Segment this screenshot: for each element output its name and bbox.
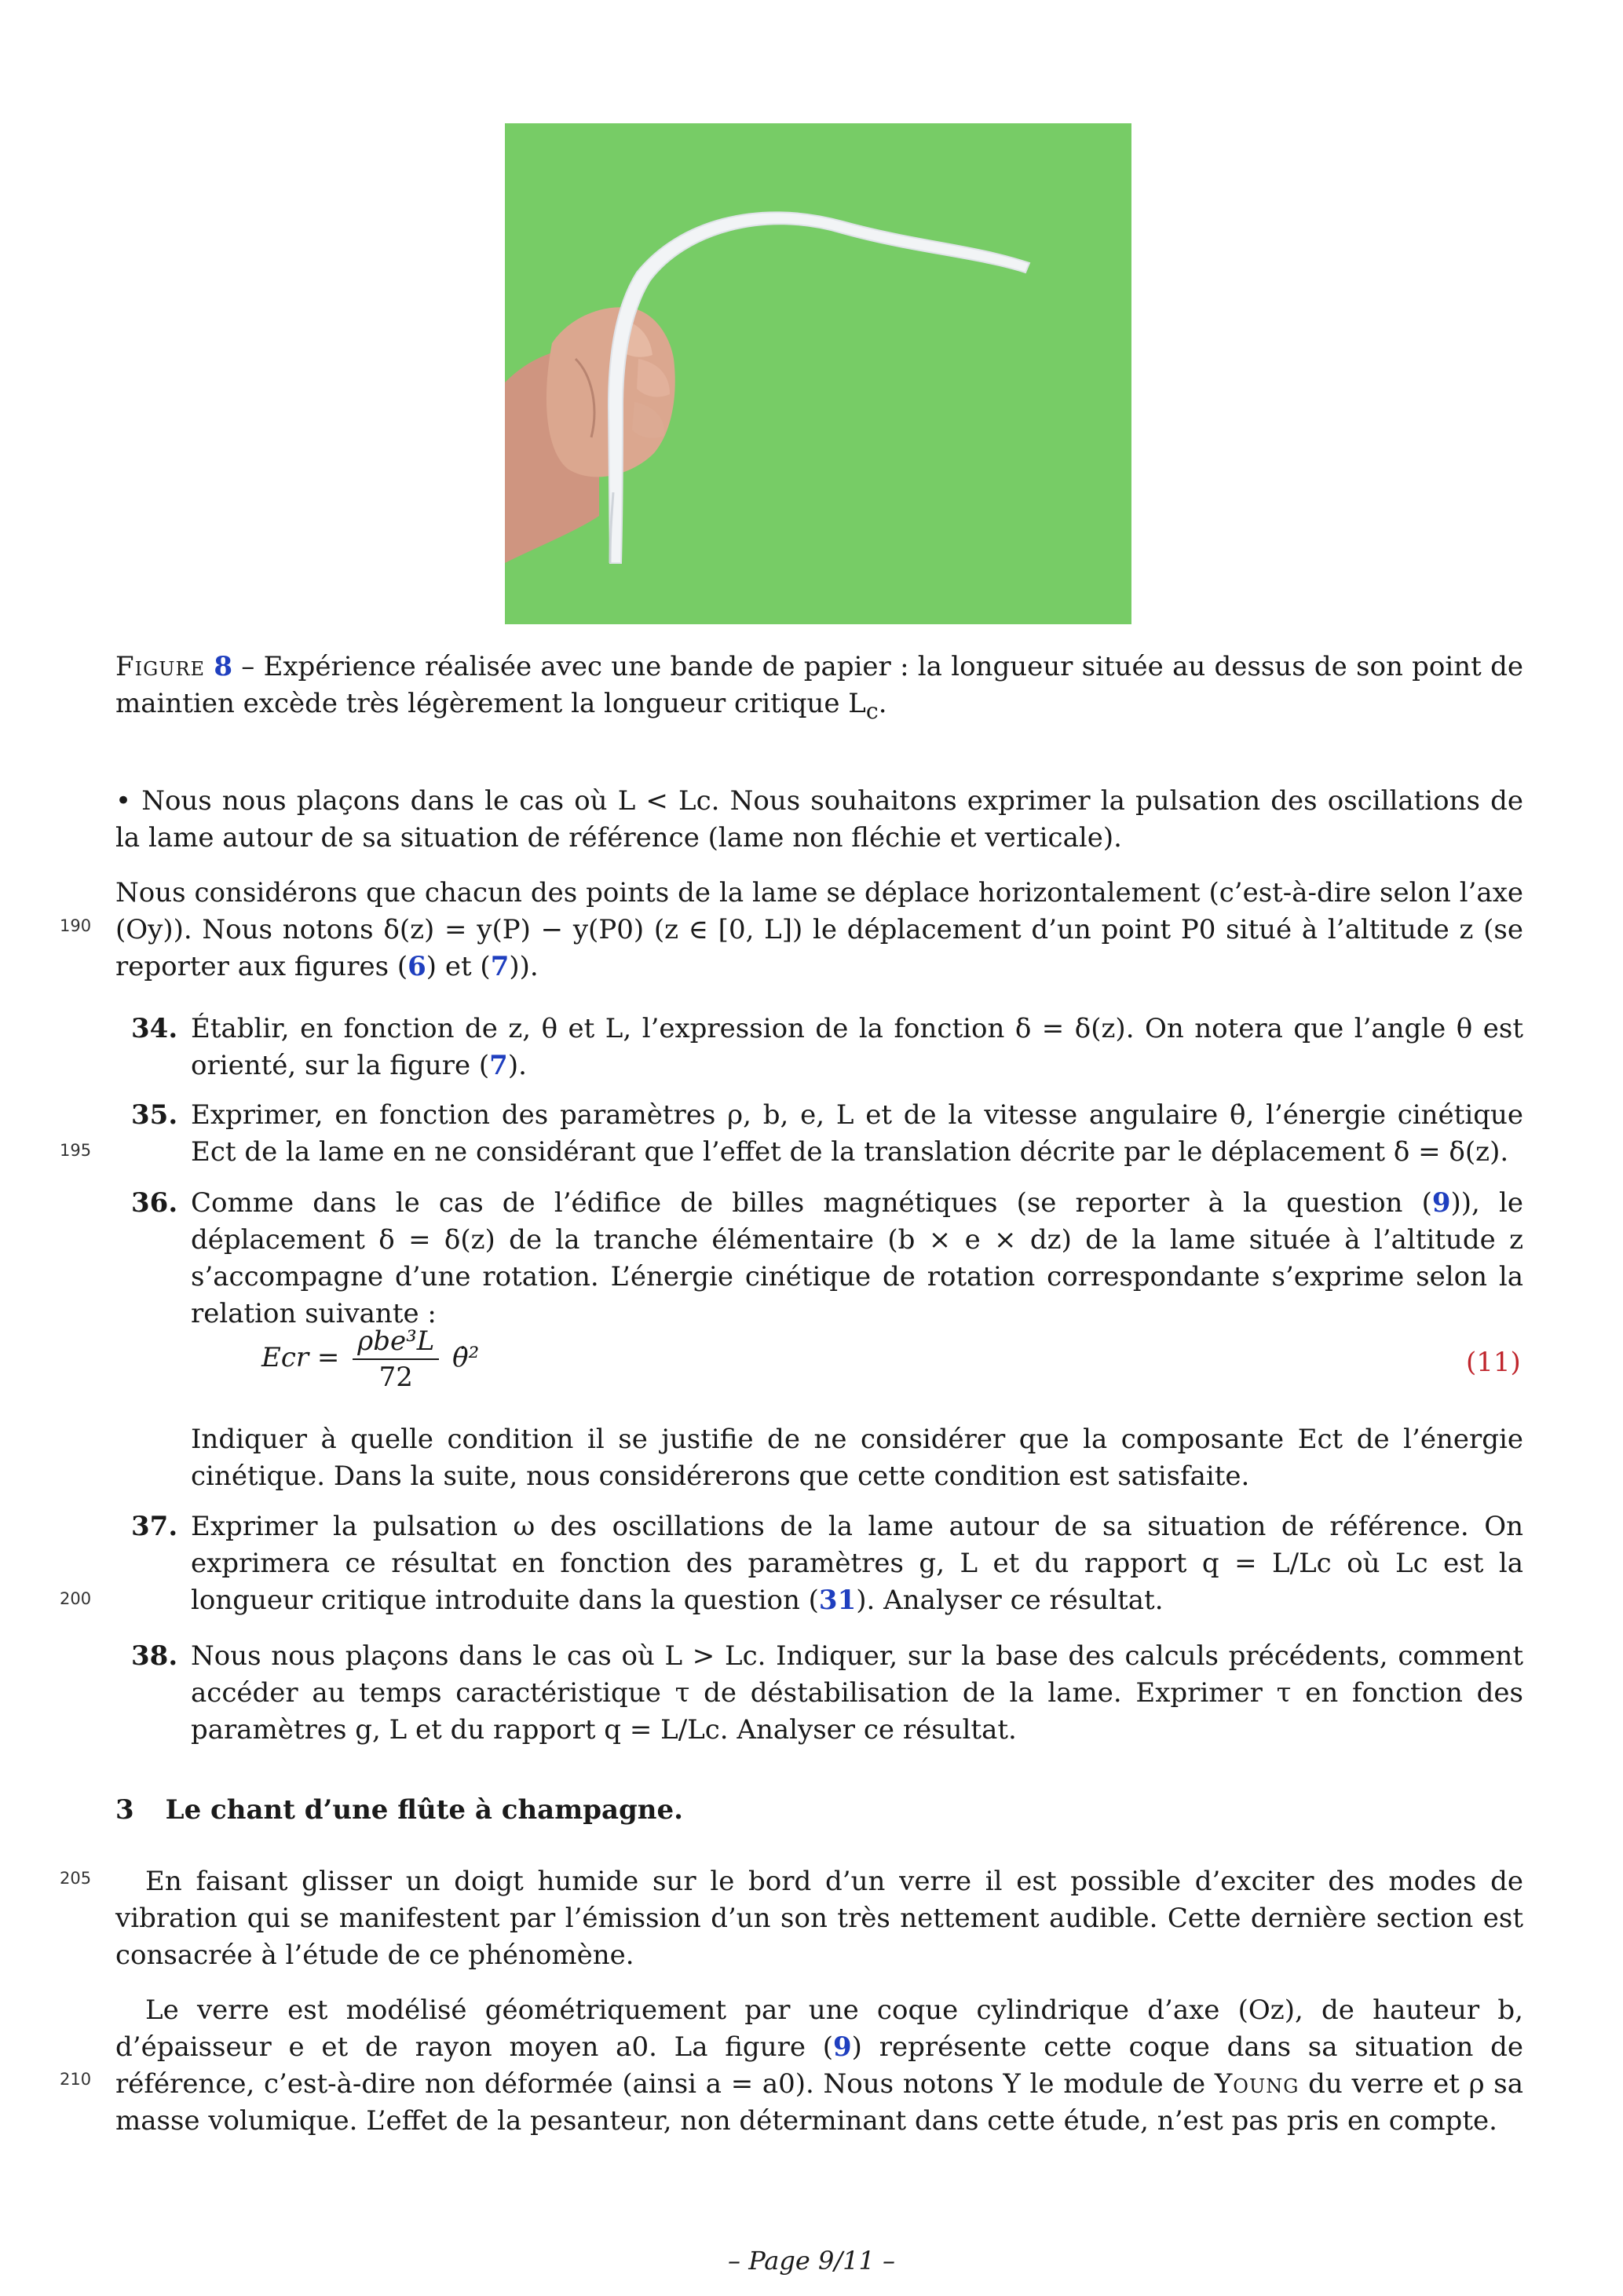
question-text: Exprimer, en fonction des paramètres ρ, b, e, L et de la vitesse angulaire θ̇, l’énergie cinétique Ect de la lame en ne considérant que l’effet de la translation décrite par le déplacement δ = δ(z). [191, 1099, 1523, 1168]
equation-rhs: θ̇² [452, 1342, 480, 1373]
figure-8-photo [505, 123, 1131, 624]
paragraph-displacement [115, 875, 1523, 985]
paragraph-model [115, 1992, 1523, 2140]
equation-lhs: Ecr = [261, 1342, 340, 1373]
question-text-end: ). [507, 1050, 527, 1081]
question-number: 34. [131, 1013, 178, 1044]
paragraph-intro-text: En faisant glisser un doigt humide sur le bord d’un verre il est possible d’exciter des modes de vibration qui se manifestent par l’émission d’un son très nettement audible. Cette dernière section est consacrée à l’étude de ce phénomène. [115, 1866, 1523, 1971]
paragraph-bullet [115, 783, 1523, 857]
equation-denominator: 72 [378, 1362, 413, 1393]
ref-question-31[interactable]: 31 [818, 1585, 857, 1616]
caption-subscript: c [865, 697, 879, 724]
figure-label: Figure [115, 651, 206, 682]
question-text: Comme dans le cas de l’édifice de billes magnétiques (se reporter à la question ( [191, 1187, 1432, 1219]
line-number: 205 [60, 1869, 92, 1888]
question-35 [131, 1097, 1523, 1171]
equation-11 [261, 1325, 479, 1393]
figure-caption [115, 649, 1523, 729]
equation-numerator: ρbe³L [353, 1325, 439, 1360]
question-34 [131, 1011, 1523, 1084]
para2-c: )). [509, 951, 539, 982]
line-number: 210 [60, 2070, 92, 2089]
para4-a: Le verre est modélisé géométriquement par une coque cylindrique d’axe (Oz), de hauteur b, d’épaisseur e et de rayon moyen a0. La figure ( [115, 1994, 1523, 2063]
question-text-end: ). Analyser ce résultat. [856, 1585, 1164, 1616]
question-37 [131, 1508, 1523, 1619]
equation-fraction [353, 1325, 439, 1393]
question-36 [131, 1185, 1523, 1333]
caption-text: – Expérience réalisée avec une bande de papier : la longueur située au dessus de son point de maintien excède très légèrement la longueur critique L [115, 651, 1523, 719]
section-number: 3 [115, 1794, 134, 1826]
line-number: 195 [60, 1141, 92, 1160]
paragraph-bullet-text: • Nous nous plaçons dans le cas où L < Lc. Nous souhaitons exprimer la pulsation des oscillations de la lame autour de sa situation de référence (lame non fléchie et verticale). [115, 785, 1523, 854]
paragraph-intro [115, 1863, 1523, 1974]
para2-a: Nous considérons que chacun des points de la lame se déplace horizontalement (c’est-à-dire selon l’axe (Oy)). Nous notons δ(z) = y(P) − y(P0) (z ∈ [0, L]) le déplacement d’un point P0 situé à l’altitude z (se reporter aux figures ( [115, 877, 1523, 982]
question-36-continued [131, 1421, 1523, 1495]
question-number: 37. [131, 1511, 178, 1542]
question-number: 35. [131, 1099, 178, 1131]
ref-figure-7[interactable]: 7 [489, 1050, 508, 1081]
ref-figure-6[interactable]: 6 [408, 951, 426, 982]
question-text: Exprimer la pulsation ω des oscillations de la lame autour de sa situation de référence. On exprimera ce résultat en fonction des paramètres g, L et du rapport q = L/Lc où Lc est la longueur critique introduite dans la question ( [191, 1511, 1523, 1616]
ref-question-9[interactable]: 9 [1431, 1187, 1451, 1219]
caption-end: . [878, 688, 887, 719]
ref-figure-9[interactable]: 9 [833, 2031, 852, 2063]
question-text: Indiquer à quelle condition il se justifie de ne considérer que la composante Ect de l’énergie cinétique. Dans la suite, nous considérerons que cette condition est satisfaite. [191, 1424, 1523, 1492]
question-text-end: )), le déplacement δ = δ(z) de la tranche élémentaire (b × e × dz) de la lame située à l’altitude z s’accompagne d’une rotation. L’énergie cinétique de rotation correspondante s’exprime selon la relation suivante : [191, 1187, 1524, 1329]
equation-number: (11) [1466, 1347, 1521, 1378]
section-title: Le chant d’une flûte à champagne. [165, 1794, 683, 1826]
para2-b: ) et ( [426, 951, 491, 982]
question-number: 36. [131, 1187, 178, 1219]
line-number: 200 [60, 1589, 92, 1608]
question-38 [131, 1638, 1523, 1749]
question-text: Établir, en fonction de z, θ et L, l’expression de la fonction δ = δ(z). On notera que l’angle θ est orienté, sur la figure ( [191, 1013, 1523, 1081]
young-name: Young [1214, 2068, 1299, 2100]
para4-c: du verre et ρ sa masse volumique. L’effet de la pesanteur, non déterminant dans cette étude, n’est pas pris en compte. [115, 2068, 1523, 2137]
para4-b: ) représente cette coque dans sa situation de référence, c’est-à-dire non déformée (ainsi a = a0). Nous notons Y le module de [115, 2031, 1523, 2100]
page-footer: – Page 9/11 – [728, 2246, 895, 2276]
figure-number: 8 [214, 651, 233, 682]
question-number: 38. [131, 1640, 178, 1672]
section-heading [115, 1794, 683, 1826]
ref-figure-7[interactable]: 7 [490, 951, 510, 982]
line-number: 190 [60, 916, 92, 935]
question-text: Nous nous plaçons dans le cas où L > Lc. Indiquer, sur la base des calculs précédents, comment accéder au temps caractéristique τ de déstabilisation de la lame. Exprimer τ en fonction des paramètres g, L et du rapport q = L/Lc. Analyser ce résultat. [191, 1640, 1523, 1746]
